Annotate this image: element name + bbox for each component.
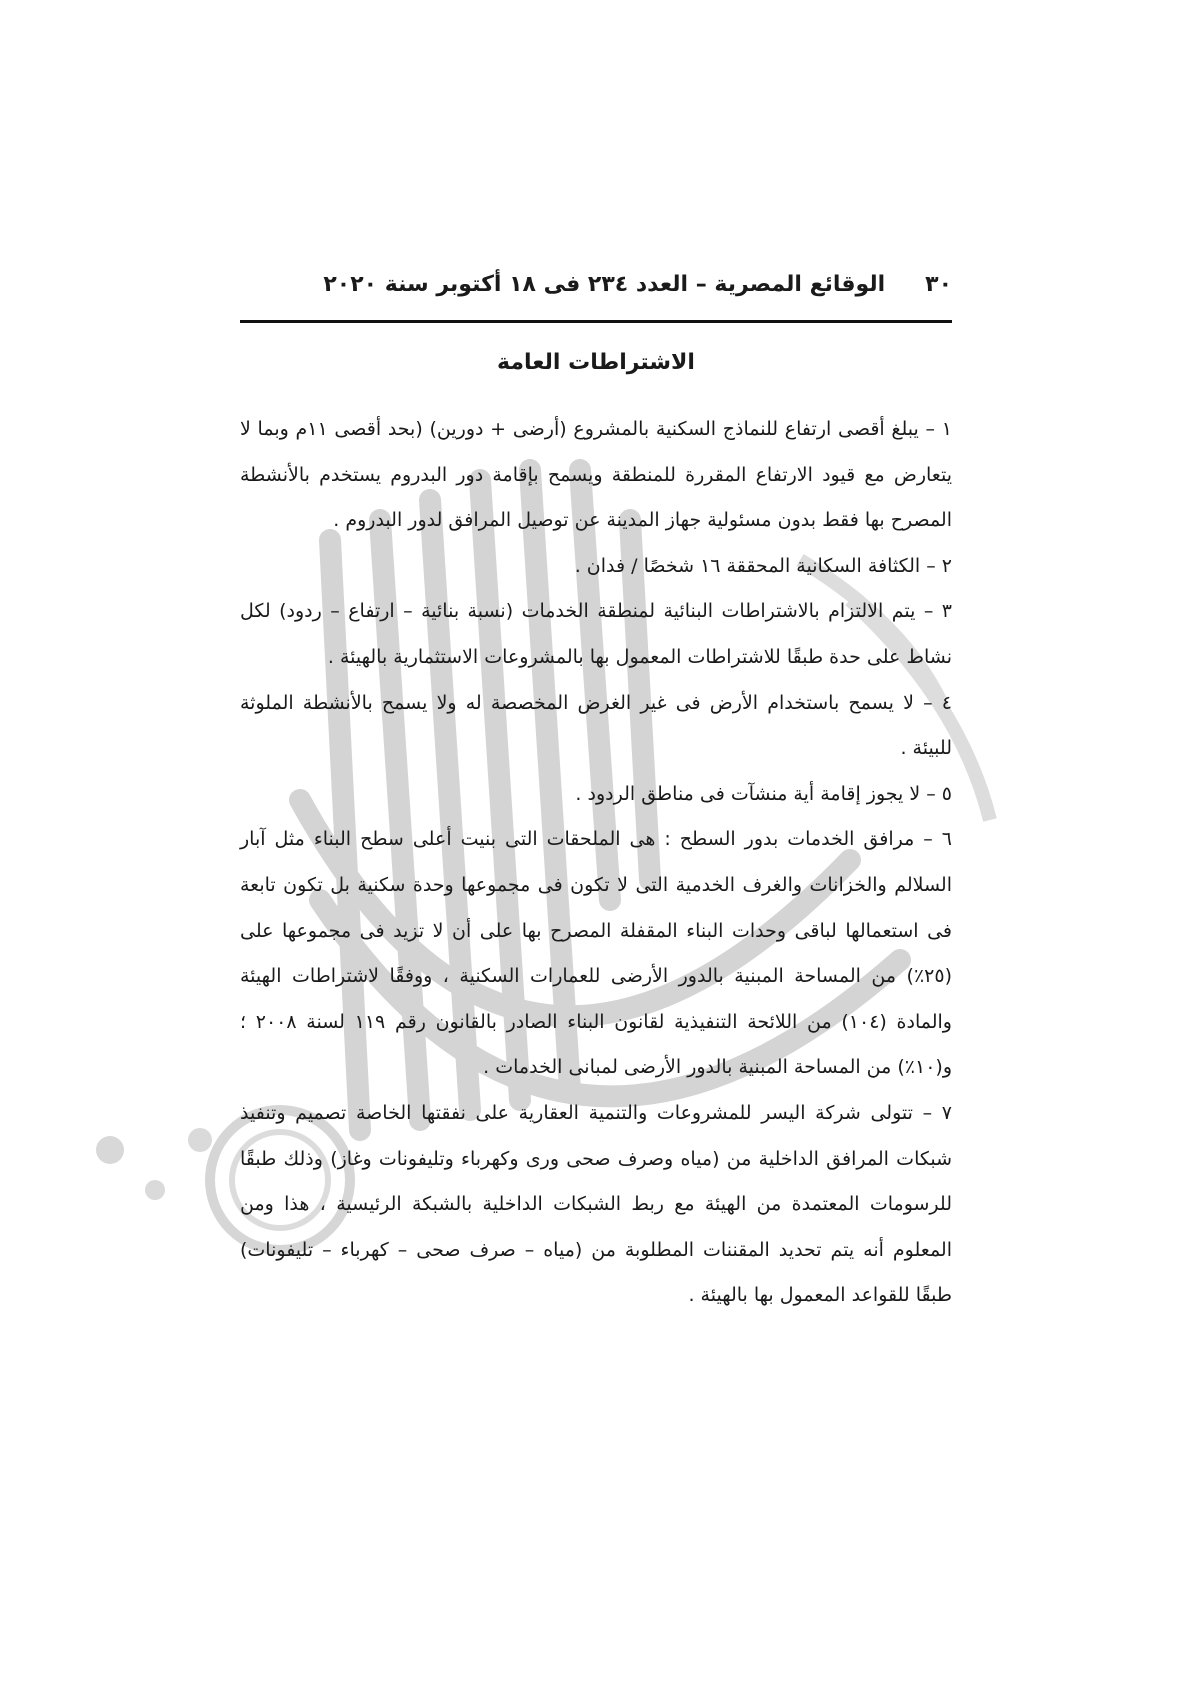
clause-1: ١ – يبلغ أقصى ارتفاع للنماذج السكنية بالمشروع (أرضى + دورين) (بحد أقصى ١١م وبما لا يتعارض مع قيود الارتفاع المقررة للمنطقة ويسمح بإقامة دور البدروم يستخدم بالأنشطة المصرح بها فقط بدون مسئولية جهاز المدينة عن توصيل المرافق لدور البدروم . — [240, 418, 952, 532]
page-header — [240, 272, 952, 297]
clause-3: ٣ – يتم الالتزام بالاشتراطات البنائية لمنطقة الخدمات (نسبة بنائية – ارتفاع – ردود) لكل نشاط على حدة طبقًا للاشتراطات المعمول بها بالمشروعات الاستثمارية بالهيئة . — [240, 600, 952, 668]
section-title: الاشتراطات العامة — [497, 350, 695, 375]
page-number: ٣٠ — [925, 272, 952, 297]
document-body — [240, 407, 952, 1319]
clause-2: ٢ – الكثافة السكانية المحققة ١٦ شخصًا / فدان . — [574, 554, 952, 577]
clause-6: ٦ – مرافق الخدمات بدور السطح : هى الملحقات التى بنيت أعلى سطح البناء مثل آبار السلالم والخزانات والغرف الخدمية التى لا تكون فى مجموعها وحدة سكنية بل تكون تابعة فى استعمالها لباقى وحدات البناء المقفلة المصرح بها على أن لا تزيد فى مجموعها على (٢٥٪) من المساحة المبنية بالدور الأرضى للعمارات السكنية ، ووفقًا لاشتراطات الهيئة والمادة (١٠٤) من اللائحة التنفيذية لقانون البناء الصادر بالقانون رقم ١١٩ لسنة ٢٠٠٨ ؛ و(١٠٪) من المساحة المبنية بالدور الأرضى لمبانى الخدمات . — [240, 828, 952, 1079]
header-rule — [240, 320, 952, 323]
clause-7: ٧ – تتولى شركة اليسر للمشروعات والتنمية العقارية على نفقتها الخاصة تصميم وتنفيذ شبكات المرافق الداخلية من (مياه وصرف صحى ورى وكهرباء وتليفونات وغاز) وذلك طبقًا للرسومات المعتمدة من الهيئة مع ربط الشبكات الداخلية بالشبكة الرئيسية ، هذا ومن المعلوم أنه يتم تحديد المقننات المطلوبة من (مياه – صرف صحى – كهرباء – تليفونات) طبقًا للقواعد المعمول بها بالهيئة . — [240, 1101, 952, 1307]
publication-line: الوقائع المصرية – العدد ٢٣٤ فى ١٨ أكتوبر سنة ٢٠٢٠ — [323, 272, 886, 297]
clause-4: ٤ – لا يسمح باستخدام الأرض فى غير الغرض المخصصة له ولا يسمح بالأنشطة الملوثة للبيئة . — [240, 691, 952, 760]
clause-5: ٥ – لا يجوز إقامة أية منشآت فى مناطق الردود . — [575, 782, 952, 805]
